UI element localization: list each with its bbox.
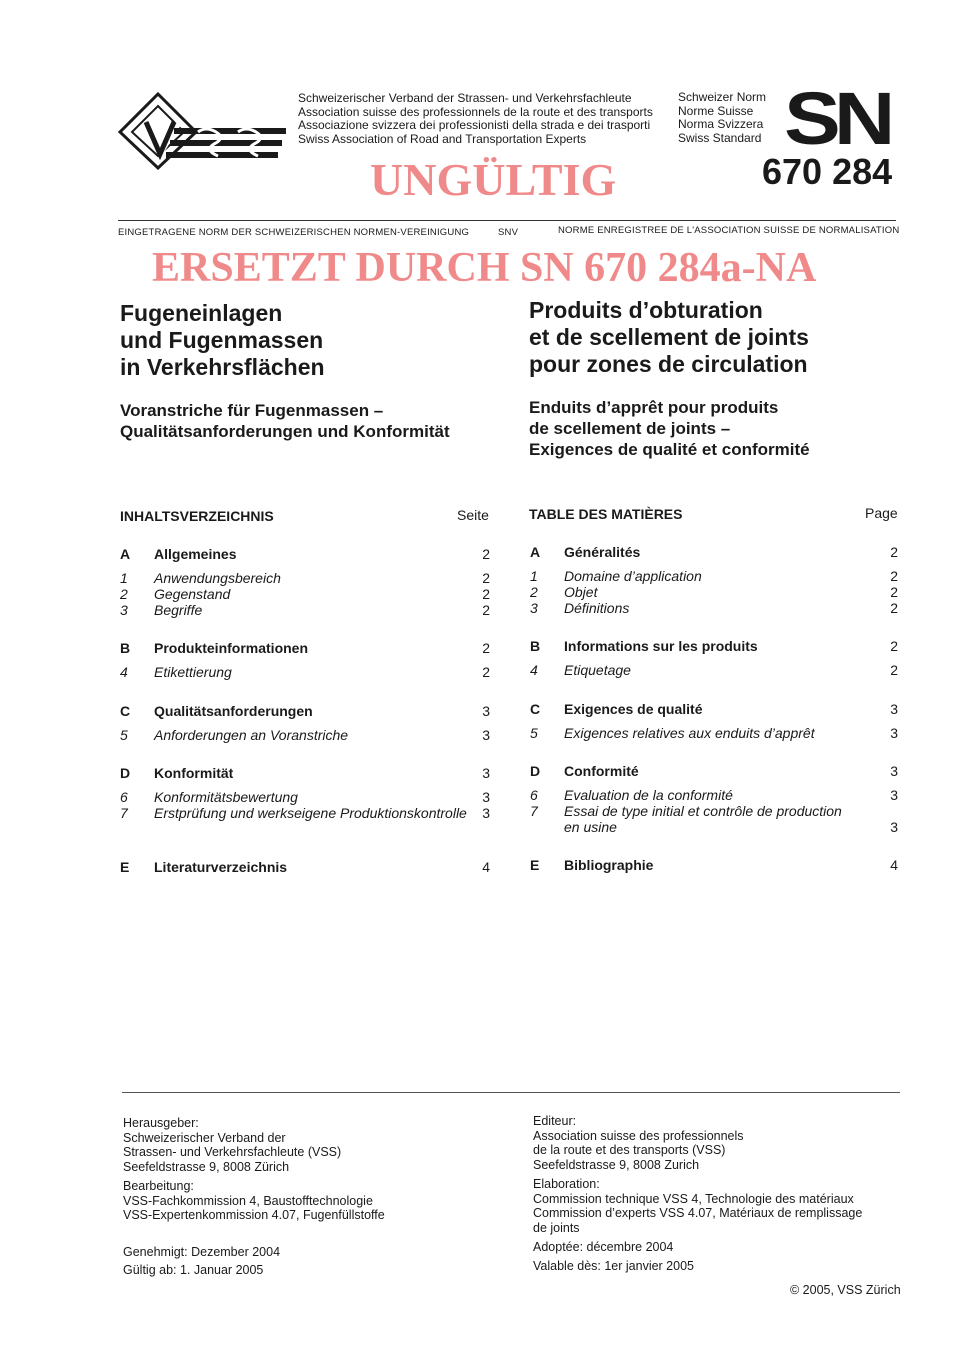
toc-key: A xyxy=(120,546,131,562)
toc-page: 2 xyxy=(890,584,898,600)
standard-names xyxy=(678,91,766,145)
association-en: Swiss Association of Road and Transportation Experts xyxy=(298,131,587,146)
toc-row xyxy=(530,584,902,601)
toc-title: Exigences relatives aux enduits d’apprêt xyxy=(564,725,815,741)
toc-row xyxy=(120,703,495,720)
toc-key: 5 xyxy=(530,725,538,741)
standard-name-de: Schweizer Norm xyxy=(678,90,767,104)
association-it: Associazione svizzera dei professionisti della strada e dei trasporti xyxy=(298,118,651,132)
toc-page: 2 xyxy=(890,568,898,584)
toc-row xyxy=(120,805,495,822)
publisher-line: Strassen- und Verkehrsfachleute (VSS) xyxy=(123,1145,342,1159)
toc-title: Définitions xyxy=(564,600,630,616)
toc-heading-fr: TABLE DES MATIÈRES xyxy=(529,506,683,522)
preparation-line: VSS-Expertenkommission 4.07, Fugenfüllstoffe xyxy=(123,1208,385,1222)
toc-key: 2 xyxy=(120,586,128,602)
subtitle-fr-line: Enduits d’apprêt pour produits xyxy=(529,398,779,417)
toc-key: C xyxy=(120,703,131,719)
toc-page: 2 xyxy=(890,544,898,560)
toc-row xyxy=(530,600,902,617)
toc-page-label-fr: Page xyxy=(865,505,898,521)
toc-title: Literaturverzeichnis xyxy=(154,859,288,875)
subtitle-fr xyxy=(529,397,810,460)
preparation-line: de joints xyxy=(533,1220,580,1235)
title-de-line: in Verkehrsflächen xyxy=(120,354,325,380)
standard-name-it: Norma Svizzera xyxy=(678,117,764,131)
toc-page: 3 xyxy=(482,805,490,821)
toc-key: D xyxy=(530,763,541,779)
publisher-label: Editeur: xyxy=(533,1114,577,1128)
toc-title: Bibliographie xyxy=(564,857,654,873)
toc-title: Domaine d’application xyxy=(564,568,702,584)
toc-row xyxy=(120,640,495,657)
toc-key: 1 xyxy=(530,568,538,584)
toc-title: Essai de type initial et contrôle de production xyxy=(564,803,842,819)
publisher-line: de la route et des transports (VSS) xyxy=(533,1143,726,1157)
toc-page: 2 xyxy=(482,664,490,680)
publisher-line: Schweizerischer Verband der xyxy=(123,1130,286,1145)
toc-row xyxy=(530,725,902,742)
toc-title: Conformité xyxy=(564,763,639,779)
toc-key: 7 xyxy=(120,805,128,821)
title-de-line: und Fugenmassen xyxy=(120,327,324,353)
toc-key: B xyxy=(120,640,131,656)
toc-row xyxy=(530,701,902,718)
preparation-line: Commission technique VSS 4, Technologie des matériaux xyxy=(533,1191,854,1206)
toc-page: 4 xyxy=(890,857,898,873)
toc-row xyxy=(530,819,902,836)
toc-row xyxy=(120,789,495,806)
toc-title: Anwendungsbereich xyxy=(154,570,281,586)
toc-title: Evaluation de la conformité xyxy=(564,787,733,803)
subtitle-de xyxy=(120,400,450,442)
toc-page: 3 xyxy=(890,701,898,717)
preparation-line: Commission d’experts VSS 4.07, Matériaux de remplissage xyxy=(533,1206,863,1220)
toc-row xyxy=(530,544,902,561)
toc-title: Informations sur les produits xyxy=(564,638,758,654)
toc-key: E xyxy=(120,859,130,875)
toc-page: 3 xyxy=(482,703,490,719)
toc-title: Exigences de qualité xyxy=(564,701,703,717)
toc-title: Produkteinformationen xyxy=(154,640,309,656)
toc-title: Konformitätsbewertung xyxy=(154,789,298,805)
toc-key: B xyxy=(530,638,541,654)
valid-date: Valable dès: 1er janvier 2005 xyxy=(533,1258,694,1273)
toc-row xyxy=(120,727,495,744)
title-de xyxy=(120,300,325,381)
header-rule xyxy=(118,220,896,221)
toc-page: 2 xyxy=(890,662,898,678)
toc-key: 6 xyxy=(530,787,538,803)
preparation-line: VSS-Fachkommission 4, Baustofftechnologie xyxy=(123,1193,373,1208)
association-de: Schweizerischer Verband der Strassen- und Verkehrsfachleute xyxy=(298,91,632,105)
toc-page: 2 xyxy=(482,546,490,562)
toc-key: 6 xyxy=(120,789,128,805)
title-fr-line: pour zones de circulation xyxy=(529,351,808,377)
publisher-line: Association suisse des professionnels xyxy=(533,1128,744,1143)
toc-page: 3 xyxy=(482,789,490,805)
publisher-line: Seefeldstrasse 9, 8008 Zurich xyxy=(533,1157,700,1172)
toc-key: 3 xyxy=(530,600,538,616)
valid-date: Gültig ab: 1. Januar 2005 xyxy=(123,1263,264,1277)
footer-de xyxy=(123,1116,385,1278)
registered-de: EINGETRAGENE NORM DER SCHWEIZERISCHEN NORMEN-VEREINIGUNG xyxy=(118,227,470,238)
toc-title: Objet xyxy=(564,584,598,600)
toc-key: A xyxy=(530,544,541,560)
toc-page: 2 xyxy=(482,640,490,656)
preparation-label: Bearbeitung: xyxy=(123,1179,194,1193)
preparation-label: Elaboration: xyxy=(533,1177,600,1191)
toc-page: 3 xyxy=(890,725,898,741)
toc-page: 2 xyxy=(890,600,898,616)
subtitle-de-line: Voranstriche für Fugenmassen – xyxy=(120,401,384,420)
stamp-replaced: ERSETZT DURCH SN 670 284a-NA xyxy=(152,245,817,291)
toc-title: Généralités xyxy=(564,544,641,560)
subtitle-de-line: Qualitätsanforderungen und Konformität xyxy=(120,422,450,441)
approved-date: Genehmigt: Dezember 2004 xyxy=(123,1244,281,1259)
toc-key: D xyxy=(120,765,131,781)
registered-fr: NORME ENREGISTREE DE L'ASSOCIATION SUISSE DE NORMALISATION xyxy=(558,225,900,236)
toc-row xyxy=(530,803,902,820)
toc-title: Begriffe xyxy=(154,602,203,618)
toc-row xyxy=(120,586,495,603)
title-fr-line: et de scellement de joints xyxy=(529,324,809,350)
toc-key: 2 xyxy=(530,584,538,600)
toc-page: 2 xyxy=(890,638,898,654)
toc-title: Allgemeines xyxy=(154,546,237,562)
toc-page: 2 xyxy=(482,602,490,618)
toc-row xyxy=(530,787,902,804)
toc-key: E xyxy=(530,857,540,873)
approved-date: Adoptée: décembre 2004 xyxy=(533,1240,674,1254)
association-fr: Association suisse des professionnels de la route et des transports xyxy=(298,104,653,119)
toc-title: Etikettierung xyxy=(154,664,232,680)
publisher-label: Herausgeber: xyxy=(123,1116,199,1130)
standard-name-en: Swiss Standard xyxy=(678,130,762,145)
toc-title: Konformität xyxy=(154,765,234,781)
toc-key: 3 xyxy=(120,602,128,618)
toc-key: 7 xyxy=(530,803,538,819)
toc-title: en usine xyxy=(564,819,617,835)
title-fr-line: Produits d’obturation xyxy=(529,297,763,323)
toc-row xyxy=(120,664,495,681)
toc-heading-de: INHALTSVERZEICHNIS xyxy=(120,508,274,524)
toc-row xyxy=(530,662,902,679)
toc-key: 5 xyxy=(120,727,128,743)
toc-row xyxy=(530,568,902,585)
publisher-line: Seefeldstrasse 9, 8008 Zürich xyxy=(123,1159,290,1174)
subtitle-fr-line: Exigences de qualité et conformité xyxy=(529,440,810,459)
toc-key: 4 xyxy=(120,664,128,680)
vss-logo xyxy=(118,92,290,170)
toc-page: 4 xyxy=(482,859,490,875)
sn-logo: SN xyxy=(784,77,889,160)
association-names xyxy=(298,92,653,146)
copyright: © 2005, VSS Zürich xyxy=(790,1283,901,1297)
toc-title: Erstprüfung und werkseigene Produktionskontrolle xyxy=(154,805,467,821)
toc-key: 4 xyxy=(530,662,538,678)
toc-page: 3 xyxy=(890,819,898,835)
toc-title: Gegenstand xyxy=(154,586,231,602)
stamp-invalid: UNGÜLTIG xyxy=(370,154,617,205)
title-de-line: Fugeneinlagen xyxy=(120,300,283,326)
toc-page: 2 xyxy=(482,570,490,586)
footer-rule xyxy=(122,1092,900,1093)
toc-page-label-de: Seite xyxy=(457,507,489,523)
registered-snv: SNV xyxy=(498,227,519,238)
standard-number: 670 284 xyxy=(762,151,893,192)
toc-row xyxy=(530,857,902,874)
toc-row xyxy=(530,638,902,655)
toc-title: Anforderungen an Voranstriche xyxy=(154,727,349,743)
subtitle-fr-line: de scellement de joints – xyxy=(529,419,731,438)
toc-row xyxy=(530,763,902,780)
toc-key: C xyxy=(530,701,541,717)
standard-name-fr: Norme Suisse xyxy=(678,103,754,118)
footer-fr xyxy=(533,1114,862,1273)
toc-row xyxy=(120,765,495,782)
toc-page: 3 xyxy=(890,763,898,779)
toc-row xyxy=(120,859,495,876)
toc-title: Etiquetage xyxy=(564,662,631,678)
toc-row xyxy=(120,602,495,619)
toc-page: 3 xyxy=(482,727,490,743)
toc-page: 3 xyxy=(482,765,490,781)
title-fr xyxy=(529,297,809,378)
toc-page: 2 xyxy=(482,586,490,602)
toc-key: 1 xyxy=(120,570,128,586)
toc-page: 3 xyxy=(890,787,898,803)
toc-row xyxy=(120,546,495,563)
toc-row xyxy=(120,570,495,587)
toc-title: Qualitätsanforderungen xyxy=(154,703,313,719)
